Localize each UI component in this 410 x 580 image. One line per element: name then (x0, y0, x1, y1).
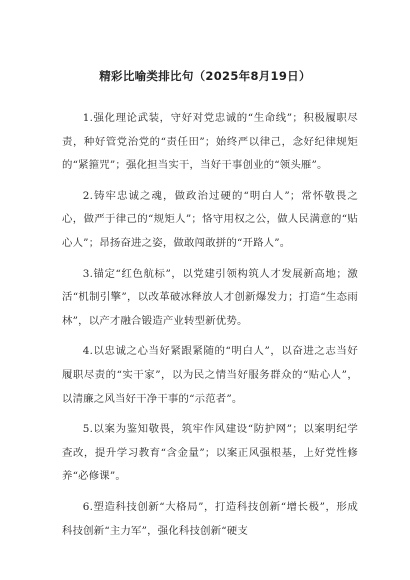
paragraph-1: 1.强化理论武装，守好对党忠诚的“生命线”；积极履职尽责，种好管党治党的“责任田”；始终严以律己，念好纪律规矩的“紧箍咒”；强化担当实干，当好干事创业的“领头雁”。 (62, 112, 358, 172)
paragraph-2: 2.铸牢忠诚之魂，做政治过硬的“明白人”；常怀敬畏之心，做严于律己的“规矩人”；恪守用权之公，做人民满意的“贴心人”；昂扬奋进之姿，做敢闯敢拼的“开路人”。 (62, 189, 358, 249)
paragraph-6: 6.塑造科技创新“大格局”，打造科技创新“增长极”，形成科技创新“主力军”，强化科技创新“硬支 (62, 500, 358, 537)
paragraph-4: 4.以忠诚之心当好紧跟紧随的“明白人”，以奋进之志当好履职尽责的“实干家”，以为民之情当好服务群众的“贴心人”，以清廉之风当好干净干事的“示范者”。 (62, 345, 358, 405)
paragraph-3: 3.锚定“红色航标”，以党建引领构筑人才发展新高地；激活“机制引擎”，以改革破冰释放人才创新爆发力；打造“生态雨林”，以产才融合锻造产业转型新优势。 (62, 267, 358, 327)
document-body (62, 107, 358, 550)
document-title: 精彩比喻类排比句（2025年8月19日） (99, 69, 311, 83)
paragraph-5: 5.以案为鉴知敬畏，筑牢作风建设“防护网”；以案明纪学查改，提升学习教育“含金量”；以案正风强根基，上好党性修养“必修课”。 (62, 423, 358, 483)
